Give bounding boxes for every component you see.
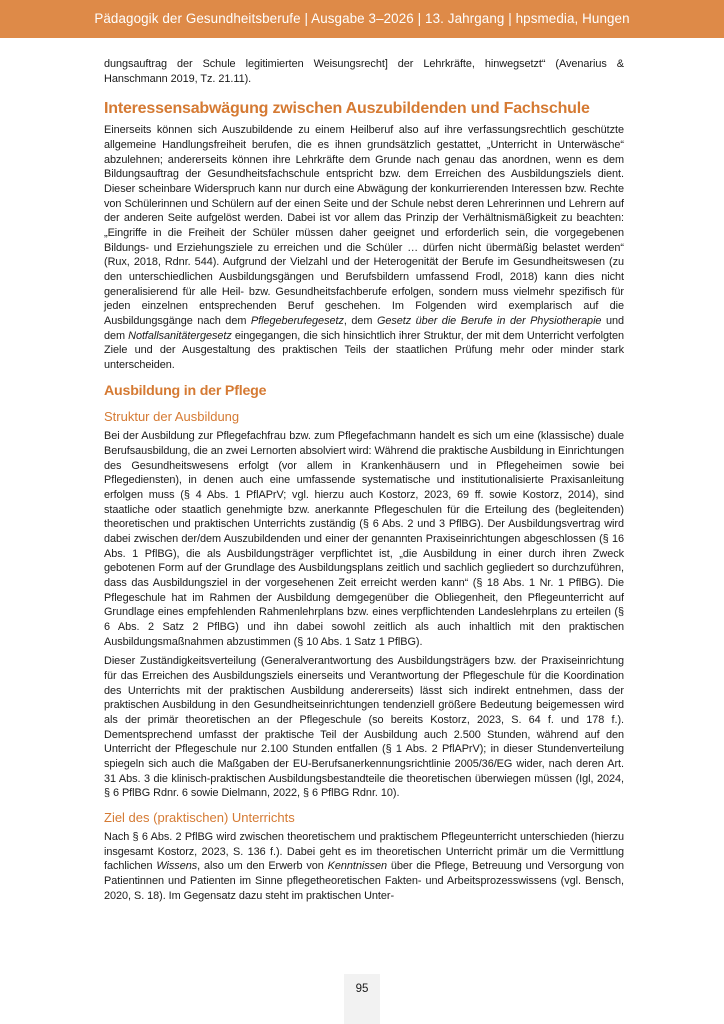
section-heading-nursing-training: Ausbildung in der Pflege xyxy=(104,383,267,400)
paragraph-teaching-goal xyxy=(104,830,624,903)
emphasis-wissens: Wissens xyxy=(156,860,198,873)
text-run: eingegangen, die sich hinsichtlich ihrer Struktur, der mit dem Unterricht verfolgten Ziele und der Ausgestaltung des praktischen Teils der staatlichen Prüfung mehr oder minder stark unterscheiden. xyxy=(104,329,624,371)
page-number-tab xyxy=(344,974,380,1024)
paragraph-continuation: dungsauftrag der Schule legitimierten Weisungsrecht] der Lehrkräfte, hinwegsetzt“ (Avenarius & Hanschmann 2019, Tz. 21.11). xyxy=(104,58,624,85)
text-run: , dem xyxy=(343,314,377,327)
law-title-physiotherapy: Gesetz über die Berufe in der Physiotherapie xyxy=(376,314,602,327)
page-number: 95 xyxy=(355,983,369,995)
law-title-notsan: Notfallsanitätergesetz xyxy=(128,329,232,342)
text-run: und dem xyxy=(104,314,625,342)
running-header-bar xyxy=(0,0,724,38)
emphasis-kenntnissen: Kenntnissen xyxy=(327,860,388,873)
running-header-title: Pädagogik der Gesundheitsberufe | Ausgabe 3–2026 | 13. Jahrgang | hpsmedia, Hungen xyxy=(94,11,630,26)
section-heading-interest-balancing: Interessensabwägung zwischen Auszubildenden und Fachschule xyxy=(104,100,590,118)
law-title-pflbg: Pflegeberufegesetz xyxy=(250,314,344,327)
article-body xyxy=(104,57,624,908)
subsection-heading-structure: Struktur der Ausbildung xyxy=(104,409,240,425)
paragraph-structure: Bei der Ausbildung zur Pflegefachfrau bzw. zum Pflegefachmann handelt es sich um eine (klassische) duale Berufsausbildung, die an zwei Lernorten absolviert wird: Während die praktische Ausbildung in Einrichtungen des Gesundheitswesens erfolgt (vor allem in Krankenhäusern und in Pflegeheimen sowie bei Pflegediensten), in denen auch eine umfassende systematische und institutionalisierte Praxisanleitung erfolgen muss (§ 4 Abs. 1 PflAPrV; vgl. hierzu auch Kostorz, 2023, 69 ff. sowie Kostorz, 2014), sind staatliche oder staatlich genehmigte bzw. anerkannte Pflegeschulen für die Erteilung des (begleitenden) theoretischen und praktischen Unterrichts zuständig (§ 6 Abs. 2 und 3 PflBG). Der Ausbildungsvertrag wird dabei zwischen der/dem Auszubildenden und einer der genannten Praxiseinrichtungen abgeschlossen (§ 16 Abs. 1 PflBG), die als Ausbildungsträger verpflichtet ist, „die Ausbildung in einer durch ihren Zweck gebotenen Form auf der Grundlage des Ausbildungsplans zeitlich und sachlich gegliedert so durchzuführen, dass das Ausbildungsziel in der vorgesehenen Zeit erreicht werden kann“ (§ 18 Abs. 1 Nr. 1 PflBG). Die Pflegeschule hat im Rahmen der Ausbildung demgegenüber die Obliegenheit, den Pflegeunterricht auf Grundlage eines empfehlenden Rahmenlehrplans bzw. eines verpflichtenden Landeslehrplans zu erteilen (§ 6 Abs. 2 Satz 2 PflBG) und ihn dabei sowohl zeitlich als auch inhaltlich mit den praktischen Ausbildungsmaßnahmen abzustimmen (§ 10 Abs. 1 Satz 1 PflBG). xyxy=(104,430,624,648)
subsection-heading-teaching-goal: Ziel des (praktischen) Unterrichts xyxy=(104,809,295,825)
text-run: Einerseits können sich Auszubildende zu einem Heilberuf also auf ihre verfassungsrechtlich geschützte allgemeine Handlungsfreiheit berufen, die es ihnen grundsätzlich gestattet, „Unterricht in Unterwäsche“ abzulehnen; andererseits können ihre Lehrkräfte dem Grunde nach genau das anordnen, wenn es dem Bildungsauftrag der Gesundheitsfachschule entspricht bzw. dem Erreichen des Ausbildungsziels dient. Dieser scheinbare Widerspruch kann nur durch eine Abwägung der konkurrierenden Interessen bzw. Rechte von Schülerinnen und Schülern auf der einen Seite und der Schule nebst deren Lehrerinnen und Lehrern auf der anderen Seite aufgelöst werden. Dabei ist vor allem das Prinzip der Verhältnismäßigkeit zu beachten: „Eingriffe in die Freiheit der Schüler müssen daher geeignet und erforderlich sein, die vorgegebenen Bildungs- und Erziehungsziele zu erreichen und die Schüler … dürfen nicht übermäßig belastet werden“ (Rux, 2018, Rdnr. 544). Aufgrund der Vielzahl und der Heterogenität der Berufe im Gesundheitswesen (zu den unterschiedlichen Ausbildungsgängen und Berufsbildern umfassend Frodl, 2018) kann dies nicht generalisierend für alle Heil- bzw. Gesundheitsfachberufe erfolgen, sondern muss vielmehr spezifisch für jeden einzelnen entsprechenden Beruf geschehen. Im Folgenden wird exemplarisch auf die Ausbildungsgänge nach dem xyxy=(104,124,624,327)
text-run: Nach § 6 Abs. 2 PflBG wird zwischen theoretischem und praktischem Pflegeunterricht unterschieden (hierzu insgesamt Kostorz, 2023, S. 136 f.). Dabei geht es im theoretischen Unterricht primär um die Vermittlung fachlichen xyxy=(104,830,624,873)
paragraph-responsibility: Dieser Zuständigkeitsverteilung (Generalverantwortung des Ausbildungsträgers bzw. der Praxiseinrichtung für das Erreichen des Ausbildungsziels einerseits und Verantwortung der Pflegeschule für die Koordination des Unterrichts mit der praktischen Ausbildung andererseits) lässt sich indirekt entnehmen, dass der praktischen Ausbildung in den Gesundheitseinrichtungen tendenziell größere Bedeutung beigemessen wird als der primär theoretischen an der Pflegeschule (so bereits Kostorz, 2023, S. 64 f. und 178 f.). Dementsprechend umfasst der praktische Teil der Ausbildung auch 2.500 Stunden, während auf den Unterricht der Pflegeschule nur 2.100 Stunden entfallen (§ 1 Abs. 2 PflAPrV); in dieser Stundenverteilung spiegeln sich auch die Maßgaben der EU-Berufsanerkennungsrichtlinie 2005/36/EG wider, nach deren Art. 31 Abs. 3 die klinisch-praktischen Ausbildungsbestandteile die theoretischen überwiegen müssen (Igl, 2024, § 6 PflBG Rdnr. 6 sowie Dielmann, 2022, § 6 PflBG Rdnr. 10). xyxy=(104,655,624,800)
text-run: über die Pflege, Betreuung und Versorgung von Patientinnen und Patienten im Sinne pflegetheoretischen Fakten- und Arbeitsprozesswissens (vgl. Bensch, 2020, S. 18). Im Gegensatz dazu steht im praktischen Unter- xyxy=(104,860,624,902)
text-run: , also um den Erwerb von xyxy=(197,860,328,873)
paragraph-interest-balancing xyxy=(104,123,624,372)
